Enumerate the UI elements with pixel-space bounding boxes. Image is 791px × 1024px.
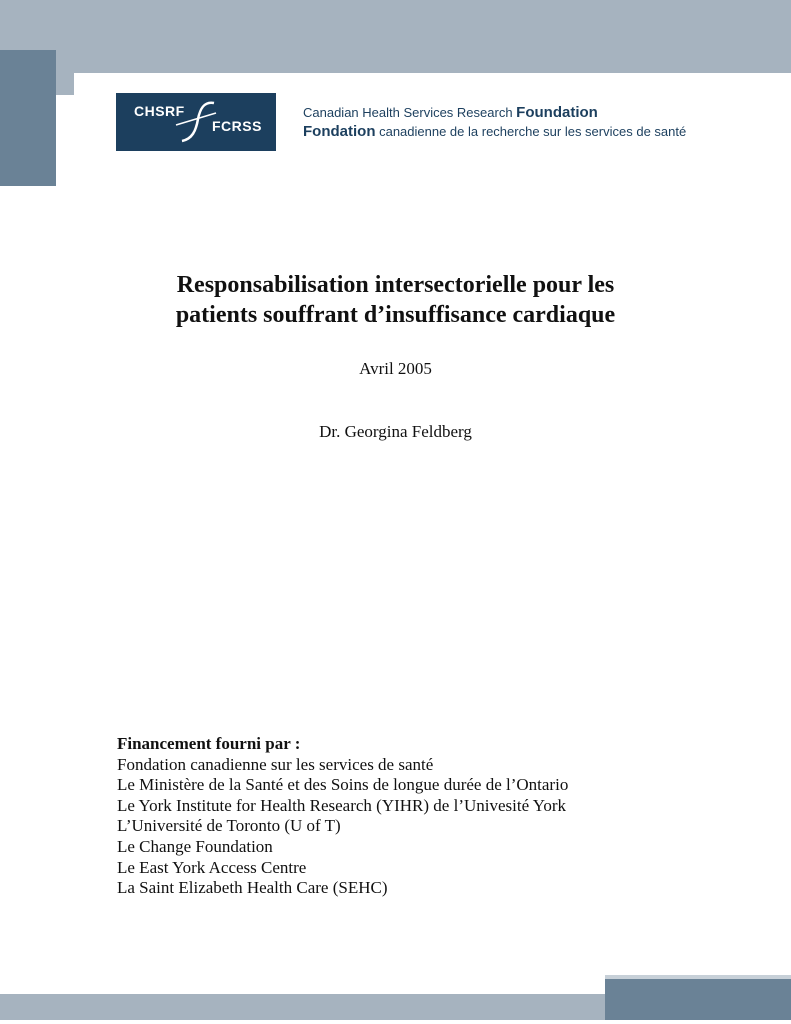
logo-text-fcrss: FCRSS	[212, 118, 262, 134]
document-title: Responsabilisation intersectorielle pour les patients souffrant d’insuffisance cardiaque	[175, 272, 616, 328]
funder-item: Fondation canadienne sur les services de santé	[117, 754, 434, 774]
left-decorative-block	[0, 50, 56, 186]
funder-item: Le Ministère de la Santé et des Soins de longue durée de l’Ontario	[117, 775, 569, 795]
bottom-decorative-block	[605, 979, 791, 1020]
chsrf-logo	[116, 93, 276, 151]
logo-text-chsrf: CHSRF	[134, 103, 185, 119]
bottom-decorative-line	[0, 1020, 791, 1024]
funding-heading: Financement fourni par :	[117, 734, 301, 753]
funder-item: L’Université de Toronto (U of T)	[117, 816, 341, 836]
document-author: Dr. Georgina Feldberg	[319, 422, 472, 441]
organization-name	[303, 103, 686, 141]
document-date: Avril 2005	[359, 359, 432, 378]
organization-name-en: Canadian Health Services Research Foundation	[303, 104, 598, 121]
top-decorative-band	[0, 0, 791, 73]
funder-item: Le East York Access Centre	[117, 857, 307, 877]
organization-name-fr: Fondation canadienne de la recherche sur les services de santé	[303, 123, 687, 140]
funder-item: Le Change Foundation	[117, 836, 273, 856]
funding-section	[117, 734, 568, 899]
funder-item: La Saint Elizabeth Health Care (SEHC)	[117, 878, 388, 898]
funder-item: Le York Institute for Health Research (YIHR) de l’Univesité York	[117, 795, 566, 815]
top-decorative-notch	[56, 73, 74, 95]
